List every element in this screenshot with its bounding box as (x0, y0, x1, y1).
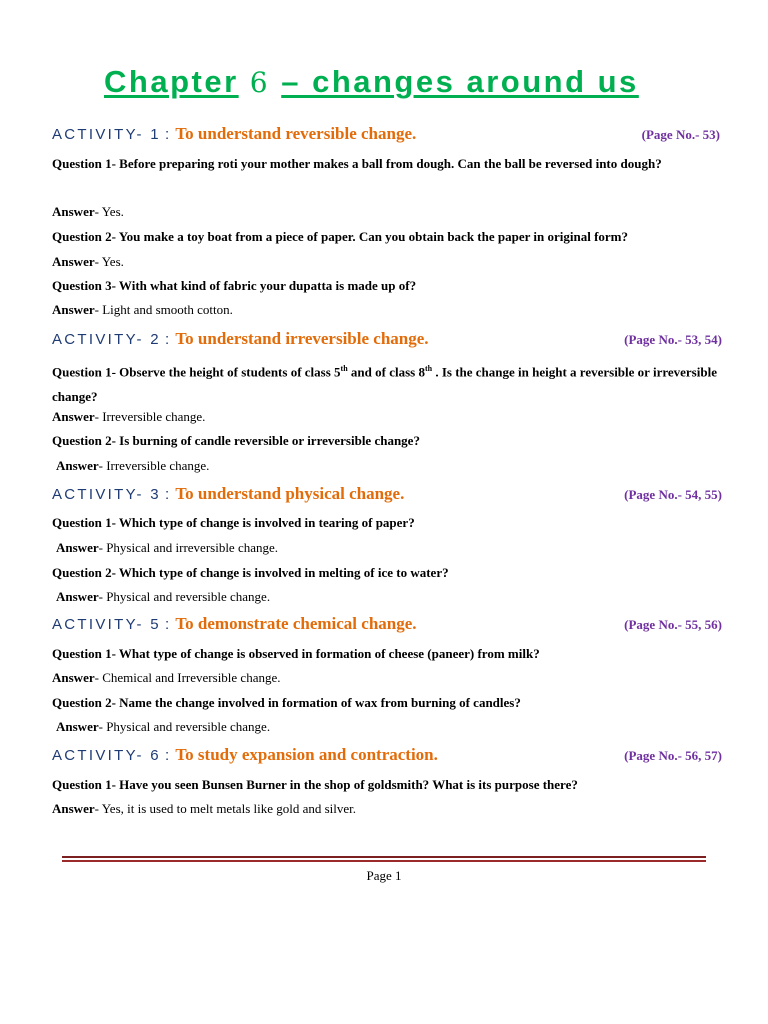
page-number: Page 1 (366, 868, 402, 883)
answer-text: - Physical and irreversible change. (98, 540, 279, 555)
question: Question 1- What type of change is observed in formation of cheese (paneer) from milk? (52, 646, 540, 661)
activity-label: ACTIVITY- 3 (52, 486, 161, 503)
activity-6-heading (52, 745, 724, 769)
superscript: th (340, 364, 348, 373)
activity-page-ref: (Page No.- 54, 55) (624, 487, 722, 502)
question: Question 1- Which type of change is involved in tearing of paper? (52, 515, 415, 530)
question-text: . Is the change in height a reversible or irreversible change? (52, 364, 717, 404)
activity-title: To study expansion and contraction. (175, 745, 438, 764)
activity-page-ref: (Page No.- 55, 56) (624, 617, 722, 632)
activity-separator: : (164, 126, 172, 143)
answer-text: - Irreversible change. (98, 458, 210, 473)
answer-text: - Yes. (94, 254, 124, 269)
answer-text: - Chemical and Irreversible change. (94, 670, 281, 685)
answer-text: - Yes, it is used to melt metals like gold and silver. (94, 801, 357, 816)
question: Question 2- Name the change involved in formation of wax from burning of candles? (52, 695, 521, 710)
question: Question 2- Which type of change is involved in melting of ice to water? (52, 565, 449, 580)
answer (52, 202, 722, 222)
answer (52, 799, 722, 819)
answer-label: Answer (56, 458, 99, 473)
chapter-title (104, 62, 664, 103)
activity-separator: : (164, 616, 172, 633)
answer-label: Answer (56, 589, 99, 604)
footer-rule (62, 856, 706, 858)
activity-separator: : (164, 486, 172, 503)
activity-title: To understand physical change. (175, 484, 405, 503)
activity-page-ref: (Page No.- 53) (641, 127, 720, 142)
answer-label: Answer (52, 254, 95, 269)
activity-title: To understand irreversible change. (175, 329, 429, 348)
activity-3-heading (52, 484, 724, 508)
answer (52, 668, 722, 688)
answer (56, 587, 726, 607)
answer-label: Answer (52, 670, 95, 685)
answer-label: Answer (56, 540, 99, 555)
answer-text: - Physical and reversible change. (98, 719, 271, 734)
activity-page-ref: (Page No.- 53, 54) (624, 332, 722, 347)
activity-label: ACTIVITY- 1 (52, 126, 161, 143)
activity-5-heading (52, 614, 724, 638)
answer (52, 300, 722, 320)
answer-label: Answer (56, 719, 99, 734)
answer (56, 456, 726, 476)
question: Question 2- Is burning of candle reversible or irreversible change? (52, 433, 420, 448)
answer-text: - Light and smooth cotton. (94, 302, 233, 317)
chapter-number: 6 (249, 66, 271, 99)
activity-page-ref: (Page No.- 56, 57) (624, 748, 722, 763)
chapter-name: – changes around us (281, 64, 639, 99)
activity-title: To understand reversible change. (175, 124, 417, 143)
answer-label: Answer (52, 302, 95, 317)
answer-label: Answer (52, 801, 95, 816)
activity-1-heading (52, 124, 724, 148)
activity-separator: : (164, 747, 172, 764)
question-text: Question 1- Observe the height of students of class 5 (52, 364, 341, 380)
activity-label: ACTIVITY- 2 (52, 331, 161, 348)
answer (52, 252, 722, 272)
chapter-prefix: Chapter (104, 64, 239, 99)
activity-2-heading (52, 329, 724, 353)
question (52, 357, 722, 409)
answer-text: - Physical and reversible change. (98, 589, 271, 604)
answer-text: - Irreversible change. (94, 409, 206, 424)
activity-title: To demonstrate chemical change. (175, 614, 417, 633)
activity-label: ACTIVITY- 5 (52, 616, 161, 633)
footer-rule (62, 860, 706, 862)
question: Question 1- Before preparing roti your mother makes a ball from dough. Can the ball be reversed into dough? (52, 156, 662, 171)
answer-text: - Yes. (94, 204, 124, 219)
superscript: th (424, 364, 433, 373)
question: Question 1- Have you seen Bunsen Burner in the shop of goldsmith? What is its purpose there? (52, 777, 578, 792)
activity-label: ACTIVITY- 6 (52, 747, 161, 764)
question-text: and of class 8 (347, 364, 425, 380)
question: Question 3- With what kind of fabric your dupatta is made up of? (52, 278, 417, 293)
answer (52, 407, 722, 427)
answer (56, 538, 726, 558)
answer (56, 717, 726, 737)
activity-separator: : (164, 331, 172, 348)
question: Question 2- You make a toy boat from a piece of paper. Can you obtain back the paper in original form? (52, 229, 628, 244)
answer-label: Answer (52, 409, 95, 424)
answer-label: Answer (52, 204, 95, 219)
